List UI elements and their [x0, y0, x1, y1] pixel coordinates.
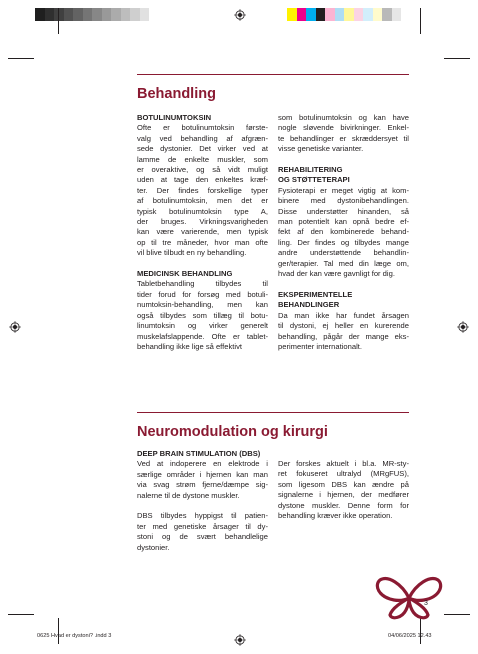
crop-mark-top-left	[8, 58, 34, 59]
body-text-line: op til tre måneder, hvor man ofte	[137, 237, 268, 247]
registration-swatch	[35, 8, 45, 21]
registration-swatch	[373, 8, 383, 21]
body-text-line: tider forud for forsøg med botuli-	[137, 289, 268, 299]
registration-swatch	[306, 8, 316, 21]
body-text-line: fekt af den kombinerede behand-	[278, 227, 409, 237]
body-text-line: sede dystonier. Det virker ved at	[137, 144, 268, 154]
body-text-line: behandling, pågår der mange eks-	[278, 331, 409, 341]
paragraph-gap	[278, 279, 409, 289]
butterfly-logo-icon	[372, 572, 446, 622]
body-text-line: visse genetiske varianter.	[278, 144, 364, 154]
registration-swatch	[316, 8, 326, 21]
subheading: EKSPERIMENTELLE	[278, 289, 353, 299]
registration-swatch	[363, 8, 373, 21]
body-text-line: dystonier.	[137, 542, 170, 552]
registration-swatch	[54, 8, 64, 21]
body-text-line: der bruges. Virkningsvarigheden	[137, 217, 268, 227]
body-text-line: te behandlinger er skræddersyet til	[278, 133, 409, 143]
registration-swatch	[287, 8, 297, 21]
body-text-line: også tilbydes som tillæg til botu-	[137, 310, 268, 320]
body-text-line: ter. Der findes forskellige typer	[137, 185, 268, 195]
registration-swatch	[335, 8, 345, 21]
body-text-line: binere med dystonibehandlingen.	[278, 196, 409, 206]
body-text-line: DBS tilbydes hyppigst til patien-	[137, 511, 268, 521]
body-text-line: som botulinumtoksin og kan have	[278, 113, 409, 122]
registration-swatch	[140, 8, 150, 21]
body-text-line: ger/terapier. Tal med din læge om,	[278, 258, 409, 268]
registration-target-icon	[9, 321, 21, 333]
body-text-line: stoni og de svært behandlelige	[137, 532, 268, 542]
body-text-line: Der forskes aktuelt i bl.a. MR-sty-	[278, 459, 409, 468]
section-rule	[137, 74, 409, 75]
subheading: OG STØTTETERAPI	[278, 175, 350, 185]
registration-swatch	[344, 8, 354, 21]
registration-swatch	[111, 8, 121, 21]
body-text-line: af botulinumtoksin, men det er	[137, 196, 268, 206]
body-text-line: Disse understøtter hinanden, så	[278, 206, 409, 216]
registration-swatch	[102, 8, 112, 21]
body-text-line: perimenter internationalt.	[278, 341, 362, 351]
crop-mark-top-left-v	[58, 8, 59, 34]
body-text-line: ling. Der findes og tilbydes mange	[278, 237, 409, 247]
crop-mark-top-right-v	[420, 8, 421, 34]
column-behandling-left	[137, 113, 268, 352]
body-text-line: signalerne i hjernen, der medfører	[278, 490, 409, 500]
body-text-line: Da man ikke har fundet årsagen	[278, 310, 409, 320]
subheading: BOTULINUMTOKSIN	[137, 113, 212, 122]
section-rule	[137, 412, 409, 413]
crop-mark-bottom-left	[8, 614, 34, 615]
grayscale-registration-bar	[35, 8, 149, 21]
body-text-line: andre understøttende behandlin-	[278, 248, 409, 258]
body-text-line: Tabletbehandling tilbydes til	[137, 279, 268, 289]
body-text-line: man potentielt kan opnå bedre ef-	[278, 217, 409, 227]
body-text-line: til dystoni, ej heller en kurerende	[278, 321, 409, 331]
paragraph-gap	[278, 155, 409, 165]
registration-swatch	[130, 8, 140, 21]
page-number: 3	[424, 600, 428, 607]
column-behandling-right	[278, 113, 409, 352]
paragraph-gap	[137, 259, 268, 269]
body-text-line: er overaktive, og så vidt muligt	[137, 165, 268, 175]
registration-swatch	[297, 8, 307, 21]
body-text-line: behandling kræver ikke operation.	[278, 511, 393, 521]
body-text-line: Fysioterapi er meget vigtig at kom-	[278, 185, 409, 195]
subheading: BEHANDLINGER	[278, 300, 340, 310]
body-text-line: ret fokuseret ultralyd (MRgFUS),	[278, 469, 409, 479]
column-neuromodulation-right	[278, 459, 409, 521]
body-text-line: numtoksin-behandling, men kan	[137, 300, 268, 310]
registration-swatch	[354, 8, 364, 21]
body-text-line: kan være varierende, men typisk	[137, 227, 268, 237]
body-text-line: dystone muskler. Denne form for	[278, 500, 409, 510]
body-text-line: som ligesom DBS kan ændre på	[278, 479, 409, 489]
registration-swatch	[392, 8, 402, 21]
crop-mark-bottom-left-v	[58, 618, 59, 644]
registration-swatch	[325, 8, 335, 21]
paragraph-gap	[137, 501, 268, 511]
registration-swatch	[45, 8, 55, 21]
column-neuromodulation-left	[137, 449, 268, 553]
crop-mark-top-right	[444, 58, 470, 59]
subheading: MEDICINSK BEHANDLING	[137, 269, 233, 279]
section-title-neuromodulation: Neuromodulation og kirurgi	[137, 424, 328, 440]
footer-timestamp: 04/06/2025 12.43	[388, 633, 432, 639]
body-text-line: Ofte er botulinumtoksin første-	[137, 123, 268, 133]
body-text-line: behandling ikke lige så effektivt	[137, 341, 242, 351]
body-text-line: vil blive tilbudt en ny behandling.	[137, 248, 247, 258]
registration-swatch	[121, 8, 131, 21]
crop-mark-bottom-right	[444, 614, 470, 615]
body-text-line: nogle sløvende bivirkninger. Enkel-	[278, 123, 409, 133]
section-title-behandling: Behandling	[137, 86, 216, 102]
subheading: REHABILITERING	[278, 165, 343, 175]
registration-swatch	[83, 8, 93, 21]
body-text-line: muskelafslappende. Ofte er tablet-	[137, 331, 268, 341]
color-registration-bar	[287, 8, 401, 21]
body-text-line: typisk botulinumtoksin type A,	[137, 206, 268, 216]
subheading: DEEP BRAIN STIMULATION (DBS)	[137, 449, 261, 458]
body-text-line: uden at tage den enkeltes kræf-	[137, 175, 268, 185]
registration-target-icon	[234, 9, 246, 21]
body-text-line: nalerne til de dystone muskler.	[137, 490, 240, 500]
registration-swatch	[92, 8, 102, 21]
registration-swatch	[382, 8, 392, 21]
body-text-line: lamme de enkelte muskler, som	[137, 154, 268, 164]
body-text-line: valg ved behandling af afgræn-	[137, 133, 268, 143]
body-text-line: Ved at indoperere en elektrode i	[137, 459, 268, 469]
body-text-line: ter med genetiske årsager til dy-	[137, 521, 268, 531]
body-text-line: hvad der kan være gavnligt for dig.	[278, 269, 395, 279]
registration-swatch	[73, 8, 83, 21]
registration-target-icon	[234, 634, 246, 646]
registration-swatch	[64, 8, 74, 21]
body-text-line: linumtoksin og virker generelt	[137, 321, 268, 331]
registration-target-icon	[457, 321, 469, 333]
body-text-line: særlige områder i hjernen kan man	[137, 469, 268, 479]
footer-file-label: 0625 Hvad er dystoni? .indd 3	[37, 633, 112, 639]
body-text-line: via svag strøm fjerne/dæmpe sig-	[137, 480, 268, 490]
